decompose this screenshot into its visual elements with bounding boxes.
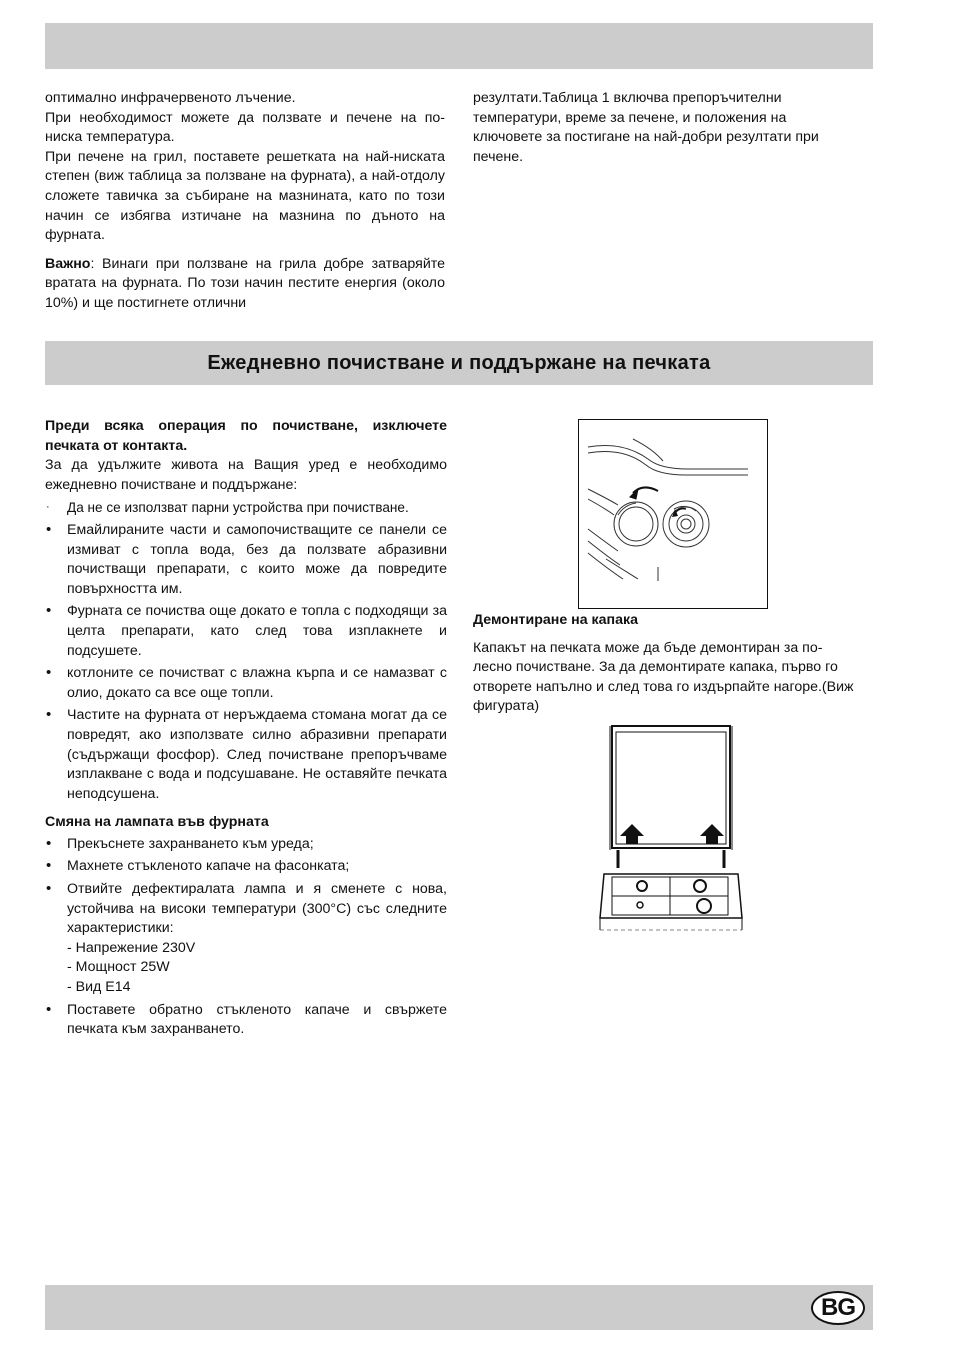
intro-text: За да удължите живота на Ващия уред е необходимо ежедневно почистване и поддържане: bbox=[45, 457, 447, 493]
warning-text: Преди всяка операция по почистване, изключете печката от контакта. bbox=[45, 418, 447, 454]
section-heading-bar bbox=[45, 341, 873, 385]
top-right-column bbox=[473, 89, 858, 167]
list-item: • Махнете стъкленото капаче на фасонката; bbox=[45, 857, 447, 877]
lamp-title: Смяна на лампата във фурната bbox=[45, 814, 269, 831]
spec-line: - Напрежение 230V bbox=[67, 939, 196, 956]
list-item: • Емайлираните части и самопочистващите се панели се измиват с топла вода, без да ползвате абразивни почистващи препарати, с които може да повредите повърхността им. bbox=[45, 521, 447, 599]
cleaning-list bbox=[45, 498, 447, 804]
list-item-text: Отвийте дефектиралата лампа и я сменете с нова, устойчива на високи температури (300°C) със следните характеристики: bbox=[67, 881, 447, 937]
language-badge: BG bbox=[811, 1291, 865, 1325]
left-column bbox=[45, 417, 447, 1043]
list-item: • Поставете обратно стъкленото капаче и свържете печката към захранването. bbox=[45, 1001, 447, 1040]
spec-line: - Вид E14 bbox=[67, 979, 131, 996]
right-column bbox=[473, 611, 860, 717]
important-note bbox=[45, 255, 445, 314]
lid-text: Капакът на печката може да бъде демонтиран за по-лесно почистване. За да демонтирате капака, първо го отворете напълно и след това го издърпайте нагоре.(Виж фигурата) bbox=[473, 639, 854, 715]
important-label: Важно bbox=[45, 255, 91, 272]
paragraph: При необходимост можете да ползвате и печене на по-ниска температура. bbox=[45, 109, 445, 146]
footer-bar bbox=[45, 1285, 873, 1330]
list-item: · Да не се използват парни устройства при почистване. bbox=[45, 498, 447, 518]
top-header-bar bbox=[45, 23, 873, 69]
lid-title: Демонтиране на капака bbox=[473, 612, 638, 628]
lamp-figure bbox=[578, 419, 768, 609]
list-item: • Фурната се почиства още докато е топла с подходящи за целта препарати, като след това изплакнете и подсушете. bbox=[45, 602, 447, 661]
paragraph: резултати.Таблица 1 включва препоръчителни температури, време за печене, и положения на ключовете за постигане на най-добри резултати при печене. bbox=[473, 90, 819, 165]
list-item: • котлоните се почистват с влажна кърпа и се намазват с олио, докато са все още топли. bbox=[45, 664, 447, 703]
section-title: Ежедневно почистване и поддържане на печката bbox=[207, 351, 711, 374]
spec-line: - Мощност 25W bbox=[67, 959, 170, 976]
list-item bbox=[45, 880, 447, 998]
list-item: • Прекъснете захранването към уреда; bbox=[45, 835, 447, 855]
lamp-list bbox=[45, 835, 447, 1040]
top-left-column bbox=[45, 89, 445, 314]
paragraph: При печене на грил, поставете решетката на най-ниската степен (виж таблица за ползване на фурната), а най-отдолу сложете тавичка за събиране на мазнината, като по този начин се избягва изтичане на мазнина по дъното на фурната. bbox=[45, 148, 445, 244]
paragraph: оптимално инфрачервеното лъчение. bbox=[45, 90, 296, 106]
list-item: • Частите на фурната от неръждаема стомана могат да се повредят, ако използвате силно абразивни препарати (съдържащи фосфор). След почистване препоръчваме изплакване с вода и подсушаване. Не оставяйте печката неподсушена. bbox=[45, 706, 447, 804]
stove-lid-figure bbox=[598, 724, 744, 936]
important-text: : Винаги при ползване на грила добре затваряйте вратата на фурната. По този начин пестите енергия (около 10%) и ще постигнете отлични bbox=[45, 255, 445, 311]
